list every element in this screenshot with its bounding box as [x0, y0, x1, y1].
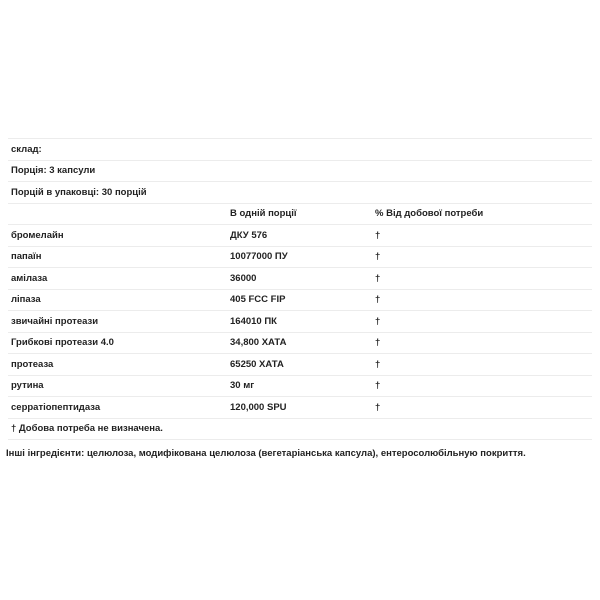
- ingredient-dv: †: [372, 311, 592, 333]
- ingredient-name: рутина: [8, 375, 227, 397]
- serving-size: Порція: 3 капсули: [8, 160, 592, 182]
- header-per-serving: В одній порції: [227, 203, 372, 225]
- footnote-row: [8, 418, 592, 440]
- ingredient-name: серратіопептидаза: [8, 397, 227, 419]
- ingredient-amount: 405 FCC FIP: [227, 289, 372, 311]
- ingredient-dv: †: [372, 375, 592, 397]
- table-row: [8, 397, 592, 419]
- ingredient-name: звичайні протеази: [8, 311, 227, 333]
- servings-per-container-row: [8, 182, 592, 204]
- ingredient-name: бромелайн: [8, 225, 227, 247]
- header-name: [8, 203, 227, 225]
- table-row: [8, 246, 592, 268]
- table-row: [8, 225, 592, 247]
- footnote: † Добова потреба не визначена.: [8, 418, 592, 440]
- ingredient-dv: †: [372, 289, 592, 311]
- facts-title: склад:: [8, 139, 592, 161]
- ingredient-name: папаїн: [8, 246, 227, 268]
- servings-per-container: Порцій в упаковці: 30 порцій: [8, 182, 592, 204]
- other-ingredients: Інші інгредієнти: целюлоза, модифікована целюлоза (вегетаріанська капсула), ентеросолюбільную покриття.: [6, 448, 526, 459]
- ingredient-name: Грибкові протеази 4.0: [8, 332, 227, 354]
- ingredient-dv: †: [372, 246, 592, 268]
- table-row: [8, 268, 592, 290]
- table-row: [8, 332, 592, 354]
- serving-size-row: [8, 160, 592, 182]
- ingredient-amount: 65250 ХАТА: [227, 354, 372, 376]
- ingredient-dv: †: [372, 268, 592, 290]
- ingredient-amount: 10077000 ПУ: [227, 246, 372, 268]
- ingredient-name: ліпаза: [8, 289, 227, 311]
- ingredient-amount: 120,000 SPU: [227, 397, 372, 419]
- ingredient-name: амілаза: [8, 268, 227, 290]
- ingredient-dv: †: [372, 225, 592, 247]
- header-row: [8, 203, 592, 225]
- supplement-facts-table: [8, 138, 592, 440]
- table-row: [8, 375, 592, 397]
- header-daily-value: % Від добової потреби: [372, 203, 592, 225]
- title-row: [8, 139, 592, 161]
- ingredient-name: протеаза: [8, 354, 227, 376]
- ingredient-amount: 164010 ПК: [227, 311, 372, 333]
- table-row: [8, 311, 592, 333]
- ingredient-amount: 34,800 ХАТА: [227, 332, 372, 354]
- ingredient-amount: 30 мг: [227, 375, 372, 397]
- facts-table: [8, 138, 592, 440]
- ingredient-dv: †: [372, 397, 592, 419]
- ingredient-amount: ДКУ 576: [227, 225, 372, 247]
- table-row: [8, 289, 592, 311]
- ingredient-dv: †: [372, 354, 592, 376]
- table-row: [8, 354, 592, 376]
- ingredient-dv: †: [372, 332, 592, 354]
- ingredient-amount: 36000: [227, 268, 372, 290]
